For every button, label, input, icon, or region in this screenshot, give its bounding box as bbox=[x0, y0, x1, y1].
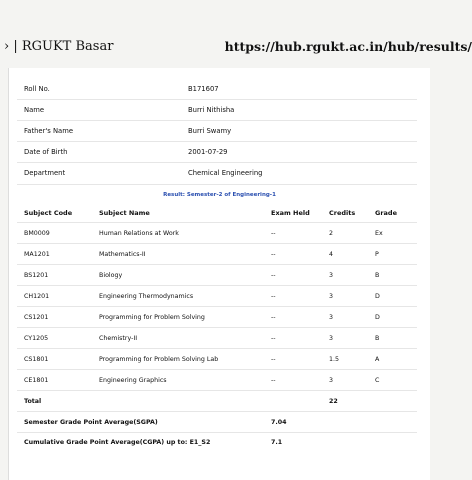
sgpa-label: Semester Grade Point Average(SGPA) bbox=[24, 419, 158, 426]
dob-value: 2001-07-29 bbox=[188, 148, 228, 156]
exam-held: -- bbox=[271, 356, 276, 363]
subject-name: Chemistry-II bbox=[99, 335, 138, 342]
grade: B bbox=[375, 335, 380, 342]
subject-name: Engineering Graphics bbox=[99, 377, 167, 384]
credits: 3 bbox=[329, 293, 334, 300]
subject-code: CH1201 bbox=[24, 293, 50, 300]
subject-name: Engineering Thermodynamics bbox=[99, 293, 194, 300]
divider bbox=[17, 141, 417, 142]
grade: C bbox=[375, 377, 380, 384]
exam-held: -- bbox=[271, 377, 276, 384]
department-value: Chemical Engineering bbox=[188, 169, 263, 177]
header-exam-held: Exam Held bbox=[271, 209, 310, 217]
roll-label: Roll No. bbox=[24, 85, 50, 93]
divider bbox=[17, 285, 417, 286]
url-text[interactable]: https://hub.rgukt.ac.in/hub/results/ bbox=[224, 39, 472, 54]
father-name-label: Father's Name bbox=[24, 127, 74, 135]
grade: Ex bbox=[375, 230, 383, 237]
subject-code: CY1205 bbox=[24, 335, 49, 342]
divider bbox=[17, 327, 417, 328]
divider bbox=[17, 243, 417, 244]
grade: D bbox=[375, 314, 380, 321]
divider bbox=[17, 432, 417, 433]
subject-code: BM0009 bbox=[24, 230, 50, 237]
subject-code: CS1201 bbox=[24, 314, 49, 321]
subject-name: Programming for Problem Solving bbox=[99, 314, 205, 321]
total-credits: 22 bbox=[329, 398, 338, 405]
sgpa-value: 7.04 bbox=[271, 419, 287, 426]
department-label: Department bbox=[24, 169, 66, 177]
results-card bbox=[8, 68, 430, 480]
divider bbox=[17, 348, 417, 349]
divider bbox=[17, 369, 417, 370]
subject-code: BS1201 bbox=[24, 272, 49, 279]
divider bbox=[17, 306, 417, 307]
divider bbox=[17, 120, 417, 121]
subject-code: CE1801 bbox=[24, 377, 49, 384]
grade: P bbox=[375, 251, 379, 258]
grade: B bbox=[375, 272, 380, 279]
credits: 1.5 bbox=[329, 356, 340, 363]
header-subject-code: Subject Code bbox=[24, 209, 73, 217]
cgpa-label: Cumulative Grade Point Average(CGPA) up to: E1_S2 bbox=[24, 439, 211, 446]
credits: 2 bbox=[329, 230, 334, 237]
name-label: Name bbox=[24, 106, 45, 114]
grade: D bbox=[375, 293, 380, 300]
credits: 3 bbox=[329, 377, 334, 384]
exam-held: -- bbox=[271, 314, 276, 321]
grade: A bbox=[375, 356, 380, 363]
divider bbox=[17, 411, 417, 412]
browser-title-bar bbox=[0, 33, 472, 61]
credits: 3 bbox=[329, 335, 334, 342]
roll-value: B171607 bbox=[188, 85, 219, 93]
cgpa-value: 7.1 bbox=[271, 439, 283, 446]
result-heading: Result: Semester-2 of Engineering-1 bbox=[163, 192, 276, 198]
subject-name: Human Relations at Work bbox=[99, 230, 179, 237]
divider bbox=[17, 222, 417, 223]
exam-held: -- bbox=[271, 251, 276, 258]
divider bbox=[17, 184, 417, 185]
exam-held: -- bbox=[271, 272, 276, 279]
exam-held: -- bbox=[271, 335, 276, 342]
exam-held: -- bbox=[271, 230, 276, 237]
subject-code: MA1201 bbox=[24, 251, 50, 258]
credits: 3 bbox=[329, 272, 334, 279]
name-value: Burri Nithisha bbox=[188, 106, 235, 114]
page-title: › | RGUKT Basar bbox=[4, 39, 114, 54]
divider bbox=[17, 264, 417, 265]
exam-held: -- bbox=[271, 293, 276, 300]
header-grade: Grade bbox=[375, 209, 397, 217]
header-credits: Credits bbox=[329, 209, 356, 217]
divider bbox=[17, 162, 417, 163]
subject-code: CS1801 bbox=[24, 356, 49, 363]
total-label: Total bbox=[24, 398, 42, 405]
divider bbox=[17, 390, 417, 391]
credits: 4 bbox=[329, 251, 334, 258]
subject-name: Programming for Problem Solving Lab bbox=[99, 356, 219, 363]
header-subject-name: Subject Name bbox=[99, 209, 150, 217]
credits: 3 bbox=[329, 314, 334, 321]
subject-name: Mathematics-II bbox=[99, 251, 146, 258]
subject-name: Biology bbox=[99, 272, 123, 279]
father-name-value: Burri Swamy bbox=[188, 127, 232, 135]
dob-label: Date of Birth bbox=[24, 148, 68, 156]
divider bbox=[17, 99, 417, 100]
